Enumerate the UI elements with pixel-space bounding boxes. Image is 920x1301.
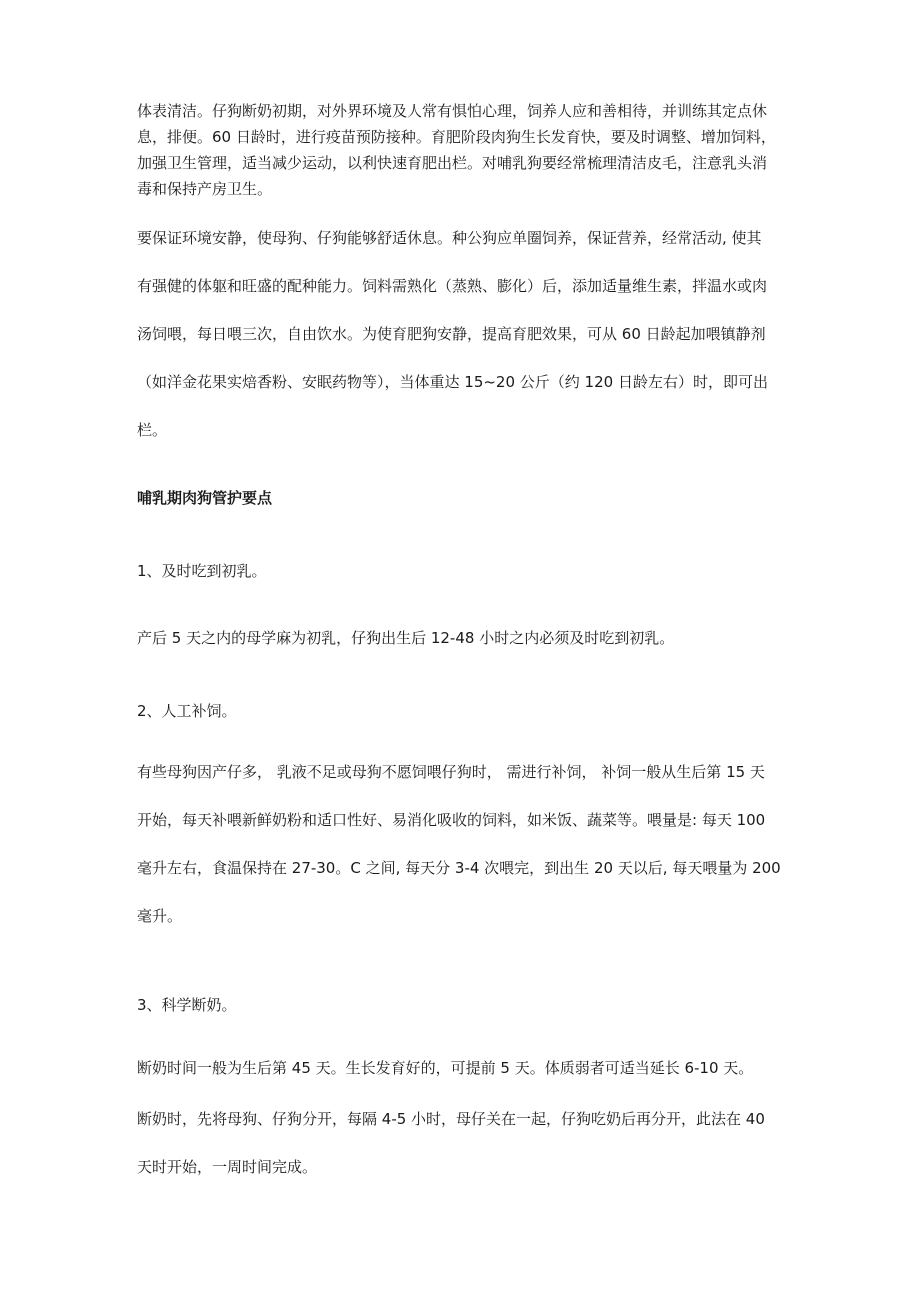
section-heading-text: 哺乳期肉狗管护要点: [137, 489, 273, 507]
item3-title: [137, 994, 787, 1016]
text-line: 加强卫生管理，适当减少运动，以利快速育肥出栏。对哺乳狗要经常梳理清洁皮毛，注意乳头消: [137, 154, 768, 172]
text-line: 体表清洁。仔狗断奶初期，对外界环境及人常有惧怕心理，饲养人应和善相待，并训练其定点休: [137, 102, 768, 120]
section-heading: [137, 487, 787, 509]
item3-paragraph: [137, 1095, 787, 1191]
environment-paragraph: [137, 214, 787, 454]
text-line: 有强健的体躯和旺盛的配种能力。饲料需熟化（蒸熟、膨化）后，添加适量维生素，拌温水或肉: [137, 277, 768, 295]
text-line: 要保证环境安静，使母狗、仔狗能够舒适休息。种公狗应单圈饲养，保证营养，经常活动, 使其: [137, 229, 762, 247]
text-line: 息，排便。60 日龄时，进行疫苗预防接种。育肥阶段肉狗生长发育快，要及时调整、增加饲料，: [137, 128, 776, 146]
item2-paragraph: [137, 748, 787, 940]
item1-text: [137, 627, 787, 649]
text-line: 栏。: [137, 421, 168, 439]
text-line: 断奶时间一般为生后第 45 天。生长发育好的，可提前 5 天。体质弱者可适当延长 6-10 天。: [137, 1059, 754, 1077]
text-line: 毒和保持产房卫生。: [137, 180, 273, 198]
text-line: 开始，每天补喂新鲜奶粉和适口性好、易消化吸收的饲料，如米饭、蔬菜等。喂量是: 每天 100: [137, 811, 766, 829]
intro-paragraph: [137, 98, 787, 202]
item1-title: [137, 560, 787, 582]
text-line: 毫升左右，食温保持在 27-30。C 之间, 每天分 3-4 次喂完，到出生 20 天以后, 每天喂量为 200: [137, 859, 781, 877]
text-line: 天时开始，一周时间完成。: [137, 1158, 318, 1176]
item-title-text: 1、及时吃到初乳。: [137, 562, 267, 580]
text-line: 毫升。: [137, 907, 183, 925]
text-line: （如洋金花果实焙香粉、安眠药物等），当体重达 15~20 公斤（约 120 日龄左右）时，即可出: [137, 373, 768, 391]
text-line: 产后 5 天之内的母学麻为初乳，仔狗出生后 12-48 小时之内必须及时吃到初乳。: [137, 629, 675, 647]
item-title-text: 3、科学断奶。: [137, 996, 237, 1014]
item-title-text: 2、人工补饲。: [137, 702, 237, 720]
text-line: 有些母狗因产仔多， 乳液不足或母狗不愿饲喂仔狗时， 需进行补饲， 补饲一般从生后第 15 天: [137, 763, 765, 781]
item2-title: [137, 700, 787, 722]
text-line: 汤饲喂，每日喂三次，自由饮水。为使育肥狗安静，提高育肥效果，可从 60 日龄起加喂镇静剂: [137, 325, 766, 343]
text-line: 断奶时，先将母狗、仔狗分开，每隔 4-5 小时，母仔关在一起，仔狗吃奶后再分开，此法在 40: [137, 1110, 765, 1128]
item3-text: [137, 1057, 787, 1079]
